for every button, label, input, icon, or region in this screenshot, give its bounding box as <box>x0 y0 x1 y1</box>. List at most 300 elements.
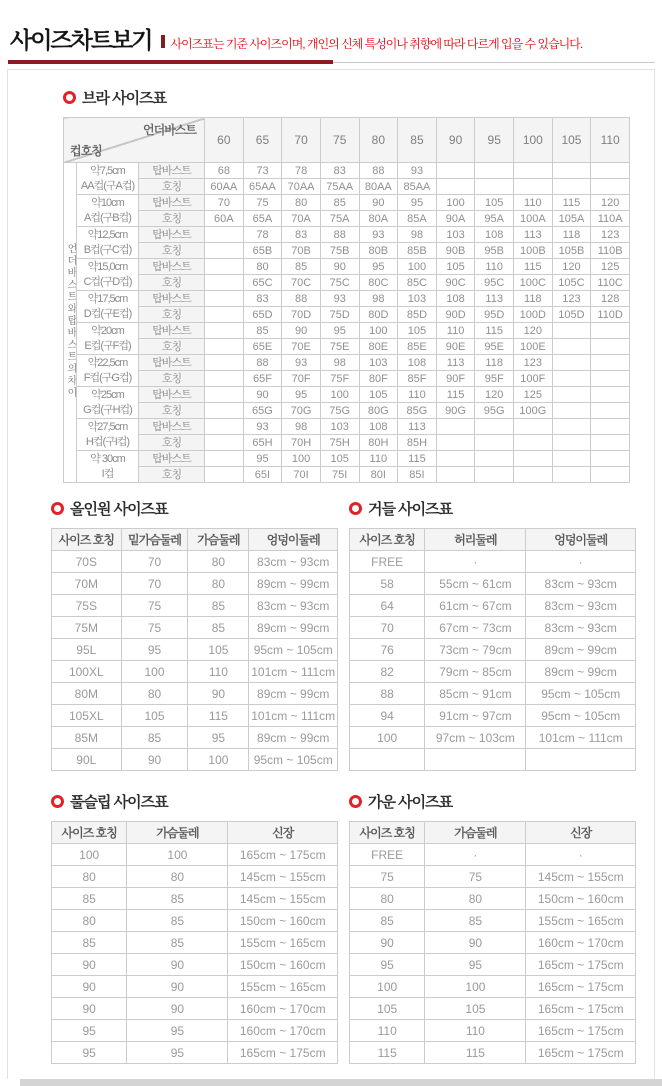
row-label-name: 호칭 <box>139 275 205 291</box>
size-name-cell: 100C <box>514 275 553 291</box>
corner-label-cup: 컵호칭 <box>70 144 102 158</box>
size-name-cell: 70I <box>282 467 321 483</box>
row-label-name: 호칭 <box>139 435 205 451</box>
row-label-topbust: 탑바스트 <box>139 323 205 339</box>
topbust-value-cell: 113 <box>398 419 437 435</box>
table-cell <box>350 749 425 771</box>
row-label-topbust: 탑바스트 <box>139 291 205 307</box>
table-row <box>52 998 338 1020</box>
size-name-cell: 80H <box>359 435 398 451</box>
section-title-text: 올인원 사이즈표 <box>70 501 168 518</box>
bullet-icon <box>63 91 76 104</box>
size-name-cell: 70AA <box>282 179 321 195</box>
cup-name-label: A컵(구B컵) <box>84 211 131 224</box>
bullet-icon <box>51 502 64 515</box>
topbust-value-cell <box>205 419 244 435</box>
table-cell: 95 <box>52 1042 127 1064</box>
table-row <box>350 954 636 976</box>
size-name-cell: 70B <box>282 243 321 259</box>
cup-name-label: H컵(구I컵) <box>85 435 130 448</box>
section-title-fullslip <box>51 791 338 812</box>
table-cell: · <box>526 844 636 866</box>
column-header: 허리둘레 <box>425 529 526 551</box>
table-cell: 115 <box>350 1042 425 1064</box>
table-cell: 61cm ~ 67cm <box>425 595 526 617</box>
bullet-icon <box>51 795 64 808</box>
table-cell: 95cm ~ 105cm <box>526 683 636 705</box>
topbust-value-cell: 108 <box>436 291 475 307</box>
table-row <box>350 888 636 910</box>
topbust-value-cell: 85 <box>320 195 359 211</box>
size-name-cell: 90E <box>436 339 475 355</box>
header-row <box>64 118 630 163</box>
table-cell: 150cm ~ 160cm <box>228 910 338 932</box>
size-name-cell: 85B <box>398 243 437 259</box>
cup-diff-label: 약 30cm <box>90 453 125 466</box>
cup-label-cell <box>77 163 139 195</box>
size-name-cell: 80D <box>359 307 398 323</box>
size-name-cell: 105B <box>552 243 591 259</box>
table-row <box>52 705 338 727</box>
table-row <box>64 227 630 243</box>
topbust-value-cell: 120 <box>514 323 553 339</box>
topbust-value-cell: 100 <box>436 195 475 211</box>
topbust-value-cell: 105 <box>320 451 359 467</box>
horizontal-scrollbar[interactable] <box>20 1079 662 1086</box>
table-cell: 97cm ~ 103cm <box>425 727 526 749</box>
table-cell: 75 <box>121 595 188 617</box>
header-row <box>350 529 636 551</box>
cup-diff-label: 약22,5cm <box>87 357 128 370</box>
size-name-cell: 60AA <box>205 179 244 195</box>
table-cell: 80 <box>188 551 249 573</box>
table-cell <box>526 749 636 771</box>
size-name-cell: 65F <box>243 371 282 387</box>
topbust-value-cell <box>514 419 553 435</box>
cup-name-label: AA컵(구A컵) <box>80 179 135 192</box>
row-label-topbust: 탑바스트 <box>139 355 205 371</box>
topbust-value-cell <box>552 163 591 179</box>
table-row <box>52 661 338 683</box>
table-cell: 90 <box>127 976 228 998</box>
size-name-cell: 85C <box>398 275 437 291</box>
size-name-cell: 85F <box>398 371 437 387</box>
table-cell: 100 <box>350 976 425 998</box>
topbust-value-cell: 98 <box>320 355 359 371</box>
size-name-cell: 95E <box>475 339 514 355</box>
page-subtitle: 사이즈표는 기준 사이즈이며, 개인의 신체 특성이나 취향에 따라 다르게 입을 수 있습니다. <box>170 37 583 51</box>
size-name-cell <box>552 179 591 195</box>
table-row <box>350 551 636 573</box>
table-row <box>64 211 630 227</box>
table-cell: 100 <box>121 661 188 683</box>
topbust-value-cell: 93 <box>320 291 359 307</box>
table-cell: 101cm ~ 111cm <box>526 727 636 749</box>
table-cell: 105 <box>121 705 188 727</box>
size-name-cell: 100G <box>514 403 553 419</box>
table-cell: 95 <box>425 954 526 976</box>
cup-diff-label: 약12,5cm <box>87 229 128 242</box>
row-label-topbust: 탑바스트 <box>139 163 205 179</box>
size-name-cell <box>552 403 591 419</box>
table-cell: 150cm ~ 160cm <box>228 954 338 976</box>
size-name-cell <box>591 339 630 355</box>
table-cell: 165cm ~ 175cm <box>526 998 636 1020</box>
size-name-cell: 85E <box>398 339 437 355</box>
topbust-value-cell: 88 <box>282 291 321 307</box>
topbust-value-cell <box>475 419 514 435</box>
cup-label-cell <box>77 355 139 387</box>
topbust-value-cell: 68 <box>205 163 244 179</box>
size-name-cell: 70H <box>282 435 321 451</box>
cup-label-cell <box>77 323 139 355</box>
cup-name-label: D컵(구E컵) <box>83 307 132 320</box>
size-name-cell: 80E <box>359 339 398 355</box>
cup-name-label: G컵(구H컵) <box>83 403 132 416</box>
topbust-value-cell: 103 <box>398 291 437 307</box>
topbust-value-cell <box>205 355 244 371</box>
topbust-value-cell <box>591 323 630 339</box>
topbust-value-cell: 78 <box>243 227 282 243</box>
table-cell: 95 <box>350 954 425 976</box>
table-cell: 160cm ~ 170cm <box>526 932 636 954</box>
size-name-cell: 75AA <box>320 179 359 195</box>
size-name-cell: 75B <box>320 243 359 259</box>
table-cell: 79cm ~ 85cm <box>425 661 526 683</box>
topbust-value-cell: 115 <box>398 451 437 467</box>
side-label-text: 언더바스트와탑바스트의차이 <box>65 242 76 399</box>
table-cell: 95 <box>127 1020 228 1042</box>
topbust-value-cell <box>205 323 244 339</box>
table-cell: 165cm ~ 175cm <box>526 954 636 976</box>
table-row <box>52 910 338 932</box>
title-underline-gray <box>333 62 655 63</box>
table-cell: 67cm ~ 73cm <box>425 617 526 639</box>
table-row <box>52 1020 338 1042</box>
size-name-cell: 80A <box>359 211 398 227</box>
size-name-cell <box>436 435 475 451</box>
column-header: 사이즈 호칭 <box>350 822 425 844</box>
topbust-value-cell <box>436 419 475 435</box>
table-row <box>350 639 636 661</box>
size-name-cell: 65D <box>243 307 282 323</box>
topbust-value-cell: 113 <box>475 291 514 307</box>
topbust-value-cell: 128 <box>591 291 630 307</box>
row-label-name: 호칭 <box>139 179 205 195</box>
size-name-cell: 90A <box>436 211 475 227</box>
subtitle-divider-bar <box>161 35 165 48</box>
size-name-cell: 95C <box>475 275 514 291</box>
cup-diff-label: 약25cm <box>91 389 124 402</box>
table-row <box>52 683 338 705</box>
size-name-cell <box>591 179 630 195</box>
size-name-cell: 85I <box>398 467 437 483</box>
row-label-name: 호칭 <box>139 371 205 387</box>
section-title-text: 브라 사이즈표 <box>82 90 167 107</box>
topbust-value-cell: 90 <box>359 195 398 211</box>
topbust-value-cell: 98 <box>398 227 437 243</box>
content-area <box>7 69 655 1079</box>
table-cell: 89cm ~ 99cm <box>249 573 338 595</box>
topbust-value-cell: 73 <box>243 163 282 179</box>
table-cell: 105 <box>188 639 249 661</box>
size-name-cell <box>591 371 630 387</box>
row-label-topbust: 탑바스트 <box>139 227 205 243</box>
size-name-cell: 90F <box>436 371 475 387</box>
topbust-value-cell: 100 <box>282 451 321 467</box>
cup-label-cell <box>77 387 139 419</box>
topbust-value-cell: 118 <box>552 227 591 243</box>
table-cell: 90 <box>52 998 127 1020</box>
table-row <box>52 639 338 661</box>
underbust-column-header: 90 <box>436 118 475 163</box>
table-cell: 80 <box>121 683 188 705</box>
underbust-column-header: 95 <box>475 118 514 163</box>
girdle-size-table <box>349 528 636 771</box>
table-cell: FREE <box>350 844 425 866</box>
size-name-cell: 75D <box>320 307 359 323</box>
table-cell: 155cm ~ 165cm <box>228 976 338 998</box>
underbust-column-header: 70 <box>282 118 321 163</box>
table-row <box>64 387 630 403</box>
table-cell: 165cm ~ 175cm <box>526 1020 636 1042</box>
title-underline-red <box>8 60 333 64</box>
topbust-value-cell: 95 <box>243 451 282 467</box>
underbust-column-header: 60 <box>205 118 244 163</box>
table-cell: 89cm ~ 99cm <box>249 727 338 749</box>
table-row <box>52 866 338 888</box>
topbust-value-cell: 120 <box>475 387 514 403</box>
table-cell: 150cm ~ 160cm <box>526 888 636 910</box>
table-cell: 145cm ~ 155cm <box>228 866 338 888</box>
table-row <box>52 844 338 866</box>
topbust-value-cell: 98 <box>359 291 398 307</box>
gown-size-table <box>349 821 636 1064</box>
topbust-value-cell: 105 <box>475 195 514 211</box>
row-label-topbust: 탑바스트 <box>139 419 205 435</box>
cup-name-label: I컵 <box>101 467 114 480</box>
size-name-cell: 70C <box>282 275 321 291</box>
table-cell: 90 <box>127 954 228 976</box>
size-name-cell <box>205 467 244 483</box>
table-row <box>64 163 630 179</box>
table-row <box>350 1042 636 1064</box>
topbust-value-cell: 80 <box>243 259 282 275</box>
table-cell: 85 <box>127 910 228 932</box>
table-row <box>350 749 636 771</box>
table-cell: 70M <box>52 573 122 595</box>
table-cell: 145cm ~ 155cm <box>228 888 338 910</box>
cup-diff-label: 약27,5cm <box>87 421 128 434</box>
topbust-value-cell: 105 <box>359 387 398 403</box>
size-name-cell: 105A <box>552 211 591 227</box>
table-cell: 80 <box>188 573 249 595</box>
column-header: 엉덩이둘레 <box>249 529 338 551</box>
size-name-cell <box>552 467 591 483</box>
topbust-value-cell <box>552 419 591 435</box>
size-name-cell: 75G <box>320 403 359 419</box>
row-label-name: 호칭 <box>139 243 205 259</box>
table-cell: 85 <box>52 888 127 910</box>
column-header: 가슴둘레 <box>188 529 249 551</box>
table-cell: 165cm ~ 175cm <box>526 1042 636 1064</box>
topbust-value-cell: 105 <box>436 259 475 275</box>
size-name-cell <box>514 435 553 451</box>
table-cell: 83cm ~ 93cm <box>249 595 338 617</box>
row-label-topbust: 탑바스트 <box>139 195 205 211</box>
table-cell: 155cm ~ 165cm <box>228 932 338 954</box>
table-cell: 85 <box>350 910 425 932</box>
cup-diff-label: 약17,5cm <box>87 293 128 306</box>
size-name-cell <box>475 467 514 483</box>
cup-diff-label: 약10cm <box>91 197 124 210</box>
column-header: 사이즈 호칭 <box>52 822 127 844</box>
table-cell: 90 <box>52 976 127 998</box>
size-name-cell: 80C <box>359 275 398 291</box>
topbust-value-cell: 83 <box>282 227 321 243</box>
table-cell: 95 <box>52 1020 127 1042</box>
size-name-cell: 65C <box>243 275 282 291</box>
table-row <box>350 932 636 954</box>
size-name-cell: 95D <box>475 307 514 323</box>
size-name-cell: 70G <box>282 403 321 419</box>
table-cell: 95 <box>127 1042 228 1064</box>
table-cell: 90L <box>52 749 122 771</box>
table-cell: 85 <box>121 727 188 749</box>
topbust-value-cell: 85 <box>243 323 282 339</box>
table-cell: 73cm ~ 79cm <box>425 639 526 661</box>
column-header: 신장 <box>526 822 636 844</box>
size-name-cell: 95A <box>475 211 514 227</box>
cup-label-cell <box>77 419 139 451</box>
table-cell: 85M <box>52 727 122 749</box>
table-cell: 85 <box>127 932 228 954</box>
size-name-cell: 100D <box>514 307 553 323</box>
table-row <box>52 573 338 595</box>
size-name-cell <box>436 467 475 483</box>
table-cell: 83cm ~ 93cm <box>526 573 636 595</box>
size-name-cell <box>552 339 591 355</box>
topbust-value-cell <box>591 387 630 403</box>
allinone-size-table <box>51 528 338 771</box>
table-cell: 160cm ~ 170cm <box>228 1020 338 1042</box>
table-cell <box>425 749 526 771</box>
table-cell: · <box>425 844 526 866</box>
table-cell: 76 <box>350 639 425 661</box>
topbust-value-cell: 123 <box>514 355 553 371</box>
table-cell: 90 <box>188 683 249 705</box>
topbust-value-cell: 110 <box>475 259 514 275</box>
topbust-value-cell: 120 <box>591 195 630 211</box>
table-cell: 100 <box>188 749 249 771</box>
topbust-value-cell: 93 <box>359 227 398 243</box>
topbust-value-cell: 125 <box>514 387 553 403</box>
size-name-cell: 85AA <box>398 179 437 195</box>
table-cell: 165cm ~ 175cm <box>228 844 338 866</box>
topbust-value-cell: 88 <box>359 163 398 179</box>
bullet-icon <box>349 795 362 808</box>
size-name-cell: 75A <box>320 211 359 227</box>
table-cell: · <box>526 551 636 573</box>
size-name-cell: 100F <box>514 371 553 387</box>
topbust-value-cell: 113 <box>514 227 553 243</box>
section-allinone <box>51 498 338 771</box>
size-name-cell: 80G <box>359 403 398 419</box>
size-name-cell <box>514 467 553 483</box>
size-name-cell: 70F <box>282 371 321 387</box>
table-cell: 85 <box>188 617 249 639</box>
topbust-value-cell: 110 <box>359 451 398 467</box>
table-cell: 64 <box>350 595 425 617</box>
section-gown <box>349 791 636 1064</box>
header-row <box>350 822 636 844</box>
size-name-cell: 65E <box>243 339 282 355</box>
topbust-value-cell <box>591 419 630 435</box>
table-row <box>64 179 630 195</box>
size-name-cell: 70E <box>282 339 321 355</box>
topbust-value-cell: 80 <box>282 195 321 211</box>
table-cell: 100 <box>350 727 425 749</box>
cup-diff-label: 약7,5cm <box>90 165 125 178</box>
topbust-value-cell: 85 <box>282 259 321 275</box>
size-name-cell: 80I <box>359 467 398 483</box>
section-title-gown <box>349 791 636 812</box>
bullet-icon <box>349 502 362 515</box>
table-row <box>64 467 630 483</box>
underbust-column-header: 75 <box>320 118 359 163</box>
table-cell: 90 <box>425 932 526 954</box>
cup-diff-label: 약20cm <box>91 325 124 338</box>
table-cell: 90 <box>121 749 188 771</box>
topbust-value-cell <box>591 163 630 179</box>
section-title-text: 거들 사이즈표 <box>368 501 453 518</box>
topbust-value-cell <box>591 451 630 467</box>
topbust-value-cell: 83 <box>243 291 282 307</box>
table-row <box>64 355 630 371</box>
table-row <box>64 291 630 307</box>
size-name-cell <box>205 371 244 387</box>
size-name-cell: 65B <box>243 243 282 259</box>
table-cell: 105 <box>425 998 526 1020</box>
topbust-value-cell: 108 <box>475 227 514 243</box>
topbust-value-cell: 110 <box>398 387 437 403</box>
size-name-cell: 110D <box>591 307 630 323</box>
table-cell: 75M <box>52 617 122 639</box>
table-cell: 115 <box>425 1042 526 1064</box>
table-row <box>350 573 636 595</box>
topbust-value-cell: 88 <box>243 355 282 371</box>
table-cell: 110 <box>350 1020 425 1042</box>
table-row <box>350 1020 636 1042</box>
table-cell: 90 <box>350 932 425 954</box>
cup-name-label: E컵(구F컵) <box>84 339 131 352</box>
size-name-cell: 100E <box>514 339 553 355</box>
size-name-cell: 90G <box>436 403 475 419</box>
table-cell: 83cm ~ 93cm <box>526 595 636 617</box>
cup-name-label: F컵(구G컵) <box>83 371 132 384</box>
side-label-cell <box>64 163 77 483</box>
size-name-cell: 110B <box>591 243 630 259</box>
size-name-cell: 80F <box>359 371 398 387</box>
table-cell: 82 <box>350 661 425 683</box>
table-cell: 85 <box>425 910 526 932</box>
column-header: 가슴둘레 <box>425 822 526 844</box>
size-name-cell <box>591 403 630 419</box>
topbust-value-cell <box>475 451 514 467</box>
size-name-cell: 85H <box>398 435 437 451</box>
size-name-cell: 80AA <box>359 179 398 195</box>
topbust-value-cell: 118 <box>475 355 514 371</box>
